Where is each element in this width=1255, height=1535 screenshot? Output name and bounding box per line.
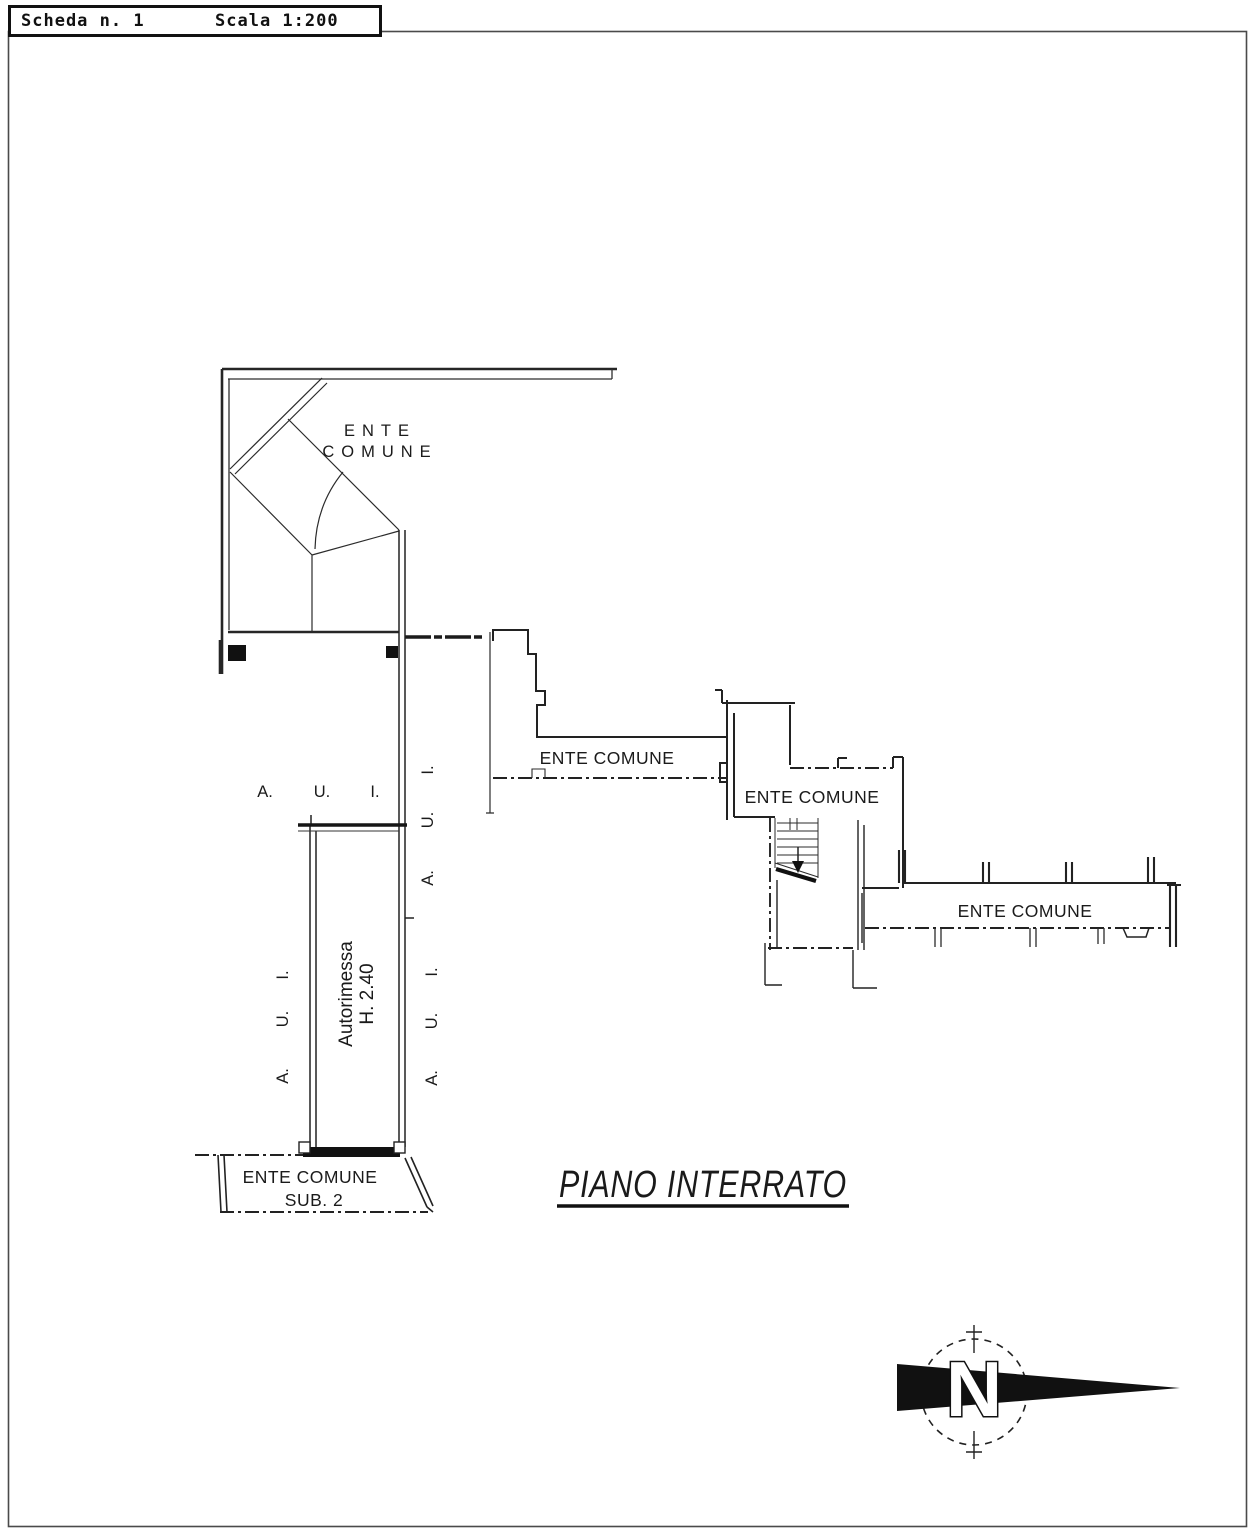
wall-pier-mark-right — [386, 646, 398, 658]
aui-horizontal-a: A. — [257, 783, 273, 801]
north-letter: N — [945, 1345, 1003, 1433]
aui-right-upper-u: U. — [419, 811, 437, 829]
right-section-walls — [862, 850, 1181, 947]
ramp-lines — [230, 378, 399, 632]
ramp-room-label-line1: ENTE — [343, 422, 417, 440]
garage-door-threshold — [303, 1147, 400, 1157]
aui-horizontal-i: I. — [370, 783, 380, 801]
corridor-top-wall — [493, 630, 727, 737]
right-section-door-jambs — [935, 928, 1104, 947]
drawing-scale: Scala 1:200 — [215, 11, 339, 31]
aui-left-lower-u: U. — [274, 1010, 292, 1028]
ramp-room-label-line2: COMUNE — [322, 443, 438, 461]
garage-door-jamb-left — [299, 1142, 310, 1153]
aui-right-lower-i: I. — [423, 967, 441, 977]
garage-door-jamb-right — [394, 1142, 405, 1153]
corridor-door-recess — [532, 769, 545, 778]
staircase-break-line — [776, 869, 816, 881]
aui-left-lower-a: A. — [274, 1068, 292, 1084]
garage-label-line2: H. 2.40 — [357, 963, 378, 1025]
aui-left-lower-i: I. — [274, 970, 292, 980]
right-section-recess — [1123, 928, 1149, 937]
north-arrow — [897, 1364, 1180, 1411]
corridor-room-label: ENTE COMUNE — [539, 748, 675, 768]
mid-room-label: ENTE COMUNE — [744, 787, 880, 807]
ramp-block-inner-walls — [228, 369, 612, 630]
wall-pier-mark-left — [228, 645, 246, 661]
plan-title: PIANO INTERRATO — [559, 1164, 847, 1206]
garage-walls — [310, 530, 414, 1147]
garage-label-line1: Autorimessa — [336, 941, 357, 1047]
shaft-walls — [765, 820, 899, 988]
title-block — [8, 5, 382, 37]
aui-horizontal-u: U. — [313, 783, 331, 801]
sheet-number: Scheda n. 1 — [21, 11, 145, 31]
corridor-left-wall — [486, 632, 494, 813]
right-room-label: ENTE COMUNE — [957, 901, 1093, 921]
staircase-down-arrow — [792, 861, 804, 873]
aui-right-lower-a: A. — [423, 1070, 441, 1086]
aui-right-lower-u: U. — [423, 1012, 441, 1030]
sub2-room-label-line2: SUB. 2 — [284, 1190, 344, 1210]
sub2-room-label-line1: ENTE COMUNE — [242, 1167, 378, 1187]
aui-right-upper-i: I. — [419, 765, 437, 775]
aui-right-upper-a: A. — [419, 870, 437, 886]
page-border — [9, 32, 1247, 1527]
